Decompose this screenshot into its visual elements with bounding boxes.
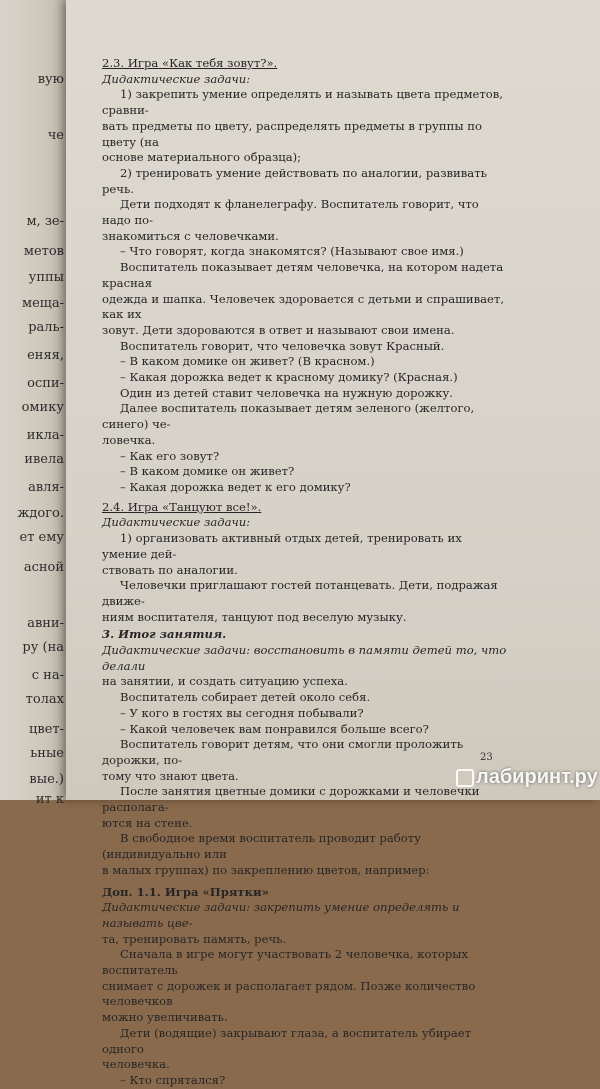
text-line: – Какой человечек вам понравился больше всего?	[120, 721, 429, 736]
text-line: человечка.	[102, 1057, 170, 1072]
text-line: Дети подходят к фланелеграфу. Воспитатель говорит, что надо по-	[102, 197, 479, 228]
previous-page-fragment: цвет-	[29, 722, 64, 737]
previous-page-fragment: меща-	[21, 296, 64, 311]
text-line: Дидактические задачи: закрепить умение определять и называть цве-	[102, 900, 460, 930]
text-line: Человечки приглашают гостей потанцевать. Дети, подражая движе-	[102, 578, 498, 608]
previous-page-fragment: метов	[23, 244, 64, 259]
previous-page-fragment: авля-	[28, 480, 64, 495]
text-line: Воспитатель собирает детей около себя.	[120, 690, 371, 705]
text-line: Далее воспитатель показывает детям зеленого (желтого, синего) че-	[102, 401, 475, 432]
previous-page-fragment: ьные	[30, 746, 64, 761]
text-line: В свободное время воспитатель проводит работу (индивидуально или	[102, 831, 421, 862]
text-line: – В каком домике он живет?	[120, 464, 295, 479]
previous-page-fragment: ет ему	[19, 530, 64, 545]
text-line: зовут. Дети здороваются в ответ и называют свои имена.	[102, 322, 455, 337]
previous-page-fragment: раль-	[28, 320, 64, 335]
text-line: ниям воспитателя, танцуют под веселую музыку.	[102, 609, 407, 624]
previous-page-fragment: уппы	[28, 270, 64, 285]
text-line: ствовать по аналогии.	[102, 562, 238, 577]
previous-page-fragment: ит к	[35, 792, 64, 807]
text-line: Дети (водящие) закрывают глаза, а воспитатель убирает одного	[102, 1025, 472, 1056]
text-line: Дидактические задачи: восстановить в памяти детей то, что делали	[102, 643, 507, 673]
previous-page-fragment: еняя,	[27, 348, 64, 363]
text-line: ются на стене.	[102, 815, 193, 830]
page-text	[102, 56, 510, 1089]
previous-page-fragment: толах	[25, 692, 64, 707]
page-number: 23	[480, 752, 493, 763]
previous-page-fragment: икла-	[26, 428, 64, 443]
text-line: – Какая дорожка ведет к его домику?	[120, 479, 351, 494]
text-line: знакомиться с человечками.	[102, 228, 279, 243]
previous-page-fragment: с на-	[31, 668, 64, 683]
text-line: Воспитатель показывает детям человечка, на котором надета красная	[102, 260, 504, 290]
previous-page-fragment: ивела	[24, 452, 64, 467]
previous-page-fragment: оспи-	[27, 376, 64, 391]
text-line: – Как его зовут?	[120, 448, 220, 463]
text-line: в малых группах) по закреплению цветов, например:	[102, 862, 430, 877]
text-line: – У кого в гостях вы сегодня побывали?	[120, 705, 364, 720]
text-line: Доп. 1.1. Игра «Прятки»	[102, 884, 269, 899]
previous-page-fragment: авни-	[27, 616, 64, 631]
text-line: ловечка.	[102, 432, 156, 447]
text-line: – Какая дорожка ведет к красному домику? (Красная.)	[120, 370, 458, 385]
text-line: снимает с дорожек и располагает рядом. Позже количество человечков	[102, 978, 476, 1009]
labirint-logo-icon	[456, 769, 474, 787]
text-line: на занятии, и создать ситуацию успеха.	[102, 674, 348, 689]
previous-page-fragment: омику	[21, 400, 64, 415]
previous-page-fragment: вую	[37, 72, 64, 87]
text-line: Один из детей ставит человечка на нужную дорожку.	[120, 385, 453, 400]
previous-page-fragment: вые.)	[29, 772, 64, 787]
previous-page-fragment: асной	[23, 560, 64, 575]
text-line: Воспитатель говорит, что человечка зовут Красный.	[120, 338, 445, 353]
text-line: основе материального образца);	[102, 150, 302, 165]
text-line: 2.4. Игра «Танцуют все!».	[102, 499, 262, 514]
text-line: та, тренировать память, речь.	[102, 931, 287, 946]
text-line: 1) закрепить умение определять и называть цвета предметов, сравни-	[102, 87, 503, 118]
watermark-text: лабиринт.ру	[476, 766, 598, 788]
previous-page-fragment: че	[47, 128, 64, 143]
text-line: можно увеличивать.	[102, 1010, 228, 1025]
previous-page-fragment: ждого.	[17, 506, 64, 521]
text-line: – В каком домике он живет? (В красном.)	[120, 354, 375, 369]
text-line: Сначала в игре могут участвовать 2 человечка, которых воспитатель	[102, 947, 469, 978]
text-line: – Кто спрятался?	[120, 1073, 226, 1087]
previous-page-fragment: ру (на	[22, 640, 64, 655]
text-line: – Что говорят, когда знакомятся? (Называют свое имя.)	[120, 244, 464, 259]
text-line: 2) тренировать умение действовать по аналогии, развивать речь.	[102, 165, 487, 196]
text-line: тому что знают цвета.	[102, 768, 239, 783]
text-line: 2.3. Игра «Как тебя зовут?».	[102, 56, 278, 70]
text-line: 3. Итог занятия.	[102, 627, 227, 642]
text-line: Дидактические задачи:	[102, 515, 251, 530]
watermark	[456, 766, 598, 789]
previous-page-fragment: м, зе-	[26, 214, 64, 229]
text-line: одежда и шапка. Человечек здоровается с детьми и спрашивает, как их	[102, 291, 505, 322]
text-line: После занятия цветные домики с дорожками и человечки располага-	[102, 784, 480, 815]
text-line: Воспитатель говорит детям, что они смогли проложить дорожки, по-	[102, 737, 464, 767]
text-line: вать предметы по цвету, распределять предметы в группы по цвету (на	[102, 118, 482, 149]
text-line: Дидактические задачи:	[102, 71, 251, 86]
text-line: 1) организовать активный отдых детей, тренировать их умение дей-	[102, 531, 462, 561]
